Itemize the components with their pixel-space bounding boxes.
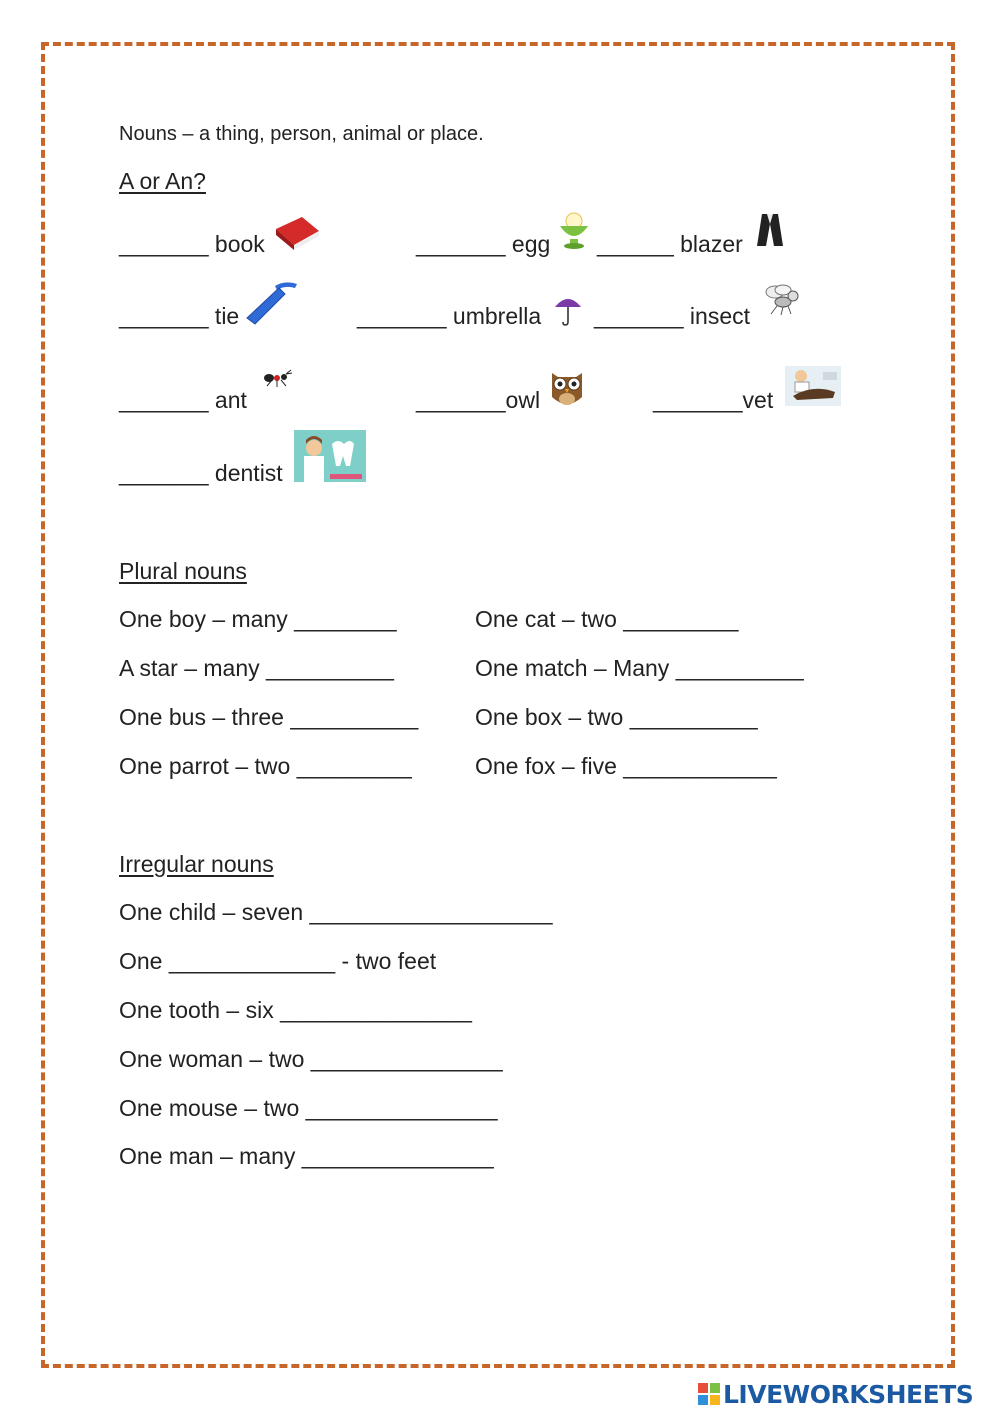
item-blazer: ______ blazer xyxy=(597,231,743,257)
item-umbrella: _______ umbrella xyxy=(357,303,542,329)
egg-icon xyxy=(556,212,592,250)
logo-mark-icon xyxy=(698,1383,720,1405)
owl-icon xyxy=(548,367,586,409)
item-vet: _______vet xyxy=(653,387,774,413)
item-tie: _______ tie xyxy=(119,303,240,329)
liveworksheets-logo[interactable] xyxy=(698,1378,994,1410)
insect-icon xyxy=(763,282,801,316)
ant-icon xyxy=(262,368,294,388)
umbrella-icon xyxy=(553,295,583,327)
plural-item: One match – Many __________ xyxy=(475,655,804,681)
irregular-item: One mouse – two _______________ xyxy=(119,1095,498,1121)
plural-item: One box – two __________ xyxy=(475,704,758,730)
heading-irregular-nouns: Irregular nouns xyxy=(119,851,274,877)
heading-a-or-an: A or An? xyxy=(119,168,206,194)
item-owl: _______owl xyxy=(416,387,541,413)
plural-item: One cat – two _________ xyxy=(475,606,739,632)
plural-item: One parrot – two _________ xyxy=(119,753,412,779)
brand-name: LIVEWORKSHEETS xyxy=(723,1379,974,1409)
blazer-icon xyxy=(756,212,784,248)
item-egg: _______ egg xyxy=(416,231,551,257)
heading-plural-nouns: Plural nouns xyxy=(119,558,247,584)
plural-item: One boy – many ________ xyxy=(119,606,397,632)
plural-item: One bus – three __________ xyxy=(119,704,419,730)
item-book: _______ book xyxy=(119,231,265,257)
worksheet-title: Nouns – a thing, person, animal or place. xyxy=(119,123,484,145)
irregular-item: One tooth – six _______________ xyxy=(119,997,472,1023)
dentist-icon xyxy=(294,430,366,482)
irregular-item: One child – seven ___________________ xyxy=(119,899,553,925)
plural-item: A star – many __________ xyxy=(119,655,394,681)
irregular-item: One woman – two _______________ xyxy=(119,1046,503,1072)
vet-icon xyxy=(785,366,841,406)
irregular-item: One man – many _______________ xyxy=(119,1143,494,1169)
item-ant: _______ ant xyxy=(119,387,247,413)
irregular-item: One _____________ - two feet xyxy=(119,948,437,974)
item-dentist: _______ dentist xyxy=(119,460,283,486)
item-insect: _______ insect xyxy=(594,303,751,329)
book-icon xyxy=(272,215,322,251)
plural-item: One fox – five ____________ xyxy=(475,753,777,779)
tie-icon xyxy=(245,280,299,326)
